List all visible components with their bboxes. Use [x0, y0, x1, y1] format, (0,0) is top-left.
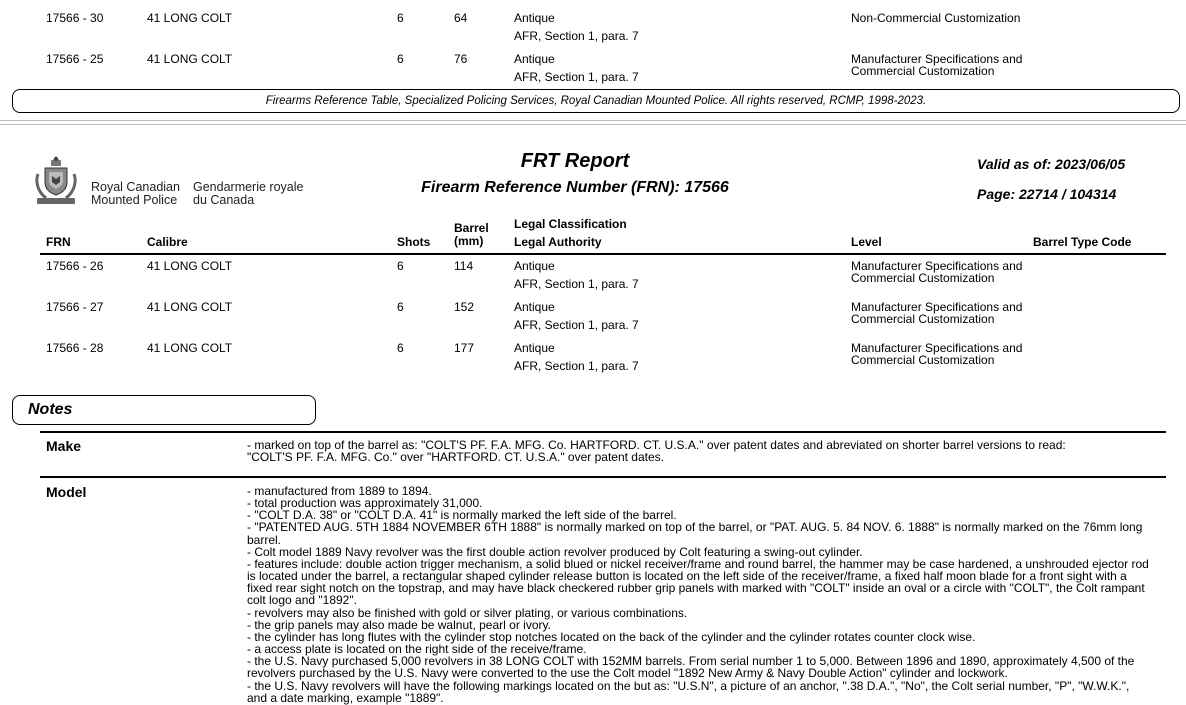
- note-line: colt logo and "1892".: [247, 593, 357, 608]
- shots-cell: 6: [397, 11, 404, 25]
- col-authority: Legal Authority: [514, 235, 602, 249]
- shots-cell: 6: [397, 300, 404, 314]
- frn-cell: 17566 - 30: [46, 11, 104, 25]
- notes-rule: [40, 476, 1166, 478]
- col-classification: Legal Classification: [514, 217, 627, 231]
- note-line: - the cylinder has long flutes with the cylinder stop notches located on the back of the cylinder and the cylinder rotates counter clock wise.: [247, 629, 976, 644]
- calibre-cell: 41 LONG COLT: [147, 11, 233, 25]
- note-line: - the U.S. Navy purchased 5,000 revolvers in 38 LONG COLT with 152MM barrels. From serial number 1 to 5,000. Between 1896 and 1890, approximately 4,500 of the: [247, 654, 1135, 669]
- note-line: is located under the barrel, a rectangular shaped cylinder release button is located on the left side of the receiver/frame, a fixed half moon blade for a front sight with a: [247, 569, 1127, 584]
- note-line: revolvers purchased by the U.S. Navy were converted to the use the Colt model "1892 New Army & Navy Double Action" cylinder and lockwork.: [247, 666, 1008, 681]
- note-line: - the U.S. Navy revolvers will have the following markings located on the but as: "U.S.N", a picture of an anchor, ".38 D.A.", "No", the Colt serial number, "P", "W.W.K.",: [247, 678, 1130, 693]
- note-line: "COLT'S PF. F.A. MFG. Co." over "HARTFORD. CT. U.S.A." over patent dates.: [247, 450, 664, 465]
- classification-cell: Antique: [514, 300, 555, 314]
- classification-cell: Antique: [514, 11, 555, 25]
- shots-cell: 6: [397, 52, 404, 66]
- shots-cell: 6: [397, 341, 404, 355]
- frn-cell: 17566 - 26: [46, 259, 104, 273]
- agency-en-line: Mounted Police: [91, 193, 178, 207]
- level-cell: Manufacturer Specifications and Commercial Customization: [851, 341, 1023, 367]
- model-label: Model: [46, 484, 87, 500]
- col-barrel-type: Barrel Type Code: [1033, 235, 1132, 249]
- table-header-rule: [40, 253, 1166, 255]
- authority-cell: AFR, Section 1, para. 7: [514, 318, 639, 332]
- page-separator: [0, 124, 1186, 125]
- agency-fr-line: du Canada: [193, 193, 255, 207]
- note-line: - Colt model 1889 Navy revolver was the first double action revolver produced by Colt featuring a swing-out cylinder.: [247, 544, 863, 559]
- agency-en-line: Royal Canadian: [91, 180, 180, 194]
- col-barrel: [454, 222, 489, 248]
- note-line: and a date marking, example "1889".: [247, 690, 444, 705]
- calibre-cell: 41 LONG COLT: [147, 259, 233, 273]
- note-line: - the grip panels may also made be walnut, pearl or ivory.: [247, 617, 551, 632]
- barrel-cell: 177: [454, 341, 475, 355]
- calibre-cell: 41 LONG COLT: [147, 52, 233, 66]
- note-line: barrel.: [247, 532, 282, 547]
- page-separator: [0, 120, 1186, 121]
- classification-cell: Antique: [514, 52, 555, 66]
- report-title: FRT Report: [520, 150, 630, 172]
- level-cell: Non-Commercial Customization: [851, 11, 1021, 25]
- note-line: - manufactured from 1889 to 1894.: [247, 484, 432, 498]
- barrel-cell: 76: [454, 52, 468, 66]
- calibre-cell: 41 LONG COLT: [147, 341, 233, 355]
- note-line: - "COLT D.A. 38" or "COLT D.A. 41" is normally marked the left side of the barrel.: [247, 508, 677, 523]
- level-cell: Manufacturer Specifications and Commercial Customization: [851, 52, 1023, 78]
- barrel-cell: 114: [454, 259, 474, 273]
- note-line: - revolvers may also be finished with gold or silver plating, or various combinations.: [247, 605, 688, 620]
- notes-rule: [40, 431, 1166, 433]
- level-cell: Manufacturer Specifications and Commercial Customization: [851, 300, 1023, 326]
- make-label: Make: [46, 438, 82, 454]
- agency-name-en: [91, 181, 180, 207]
- note-line: fixed rear sight notch on the topstrap, and may have black checkered rubber grip panels with marked with "COLT" inside an oval or a circle with "COLT", the Colt rampant: [247, 581, 1145, 596]
- col-barrel-line: Barrel: [454, 221, 489, 235]
- model-text: [247, 485, 1165, 704]
- note-line: - total production was approximately 31,000.: [247, 496, 483, 511]
- shots-cell: 6: [397, 259, 404, 273]
- agency-fr-line: Gendarmerie royale: [193, 180, 304, 194]
- page-number: Page: 22714 / 104314: [977, 186, 1117, 202]
- frn-cell: 17566 - 25: [46, 52, 104, 66]
- calibre-cell: 41 LONG COLT: [147, 300, 233, 314]
- report-subtitle: Firearm Reference Number (FRN): 17566: [421, 179, 729, 196]
- barrel-cell: 64: [454, 11, 468, 25]
- note-line: - features include: double action trigger mechanism, a solid blued or nickel receiver/frame and round barrel, the hammer may be case hardened, a unshrouded ejector rod: [247, 556, 1149, 571]
- frn-cell: 17566 - 28: [46, 341, 104, 355]
- authority-cell: AFR, Section 1, para. 7: [514, 277, 639, 291]
- page-footer: Firearms Reference Table, Specialized Policing Services, Royal Canadian Mounted Police. All rights reserved, RCMP, 1998-2023.: [12, 89, 1180, 113]
- col-level: Level: [851, 235, 882, 249]
- agency-name-fr: [193, 181, 303, 207]
- valid-date: Valid as of: 2023/06/05: [977, 156, 1126, 172]
- authority-cell: AFR, Section 1, para. 7: [514, 29, 639, 43]
- note-line: - "PATENTED AUG. 5TH 1884 NOVEMBER 6TH 1888" is normally marked on top of the barrel, or "PAT. AUG. 5. 84 NOV. 6. 1888" is normally marked on the 76mm long: [247, 520, 1143, 535]
- notes-heading: Notes: [12, 395, 316, 425]
- classification-cell: Antique: [514, 341, 555, 355]
- authority-cell: AFR, Section 1, para. 7: [514, 359, 639, 373]
- level-cell: Manufacturer Specifications and Commercial Customization: [851, 259, 1023, 285]
- col-calibre: Calibre: [147, 235, 188, 249]
- frn-cell: 17566 - 27: [46, 300, 104, 314]
- make-text: [247, 439, 1165, 463]
- barrel-cell: 152: [454, 300, 475, 314]
- note-line: - marked on top of the barrel as: "COLT'S PF. F.A. MFG. Co. HARTFORD. CT. U.S.A." over patent dates and abreviated on shorter barrel versions to read:: [247, 438, 1066, 452]
- rcmp-crest-logo: [33, 154, 79, 206]
- col-barrel-line: (mm): [454, 234, 484, 248]
- col-frn: FRN: [46, 235, 71, 249]
- classification-cell: Antique: [514, 259, 555, 273]
- col-shots: Shots: [397, 235, 431, 249]
- authority-cell: AFR, Section 1, para. 7: [514, 70, 639, 84]
- note-line: - a access plate is located on the right side of the receive/frame.: [247, 642, 587, 657]
